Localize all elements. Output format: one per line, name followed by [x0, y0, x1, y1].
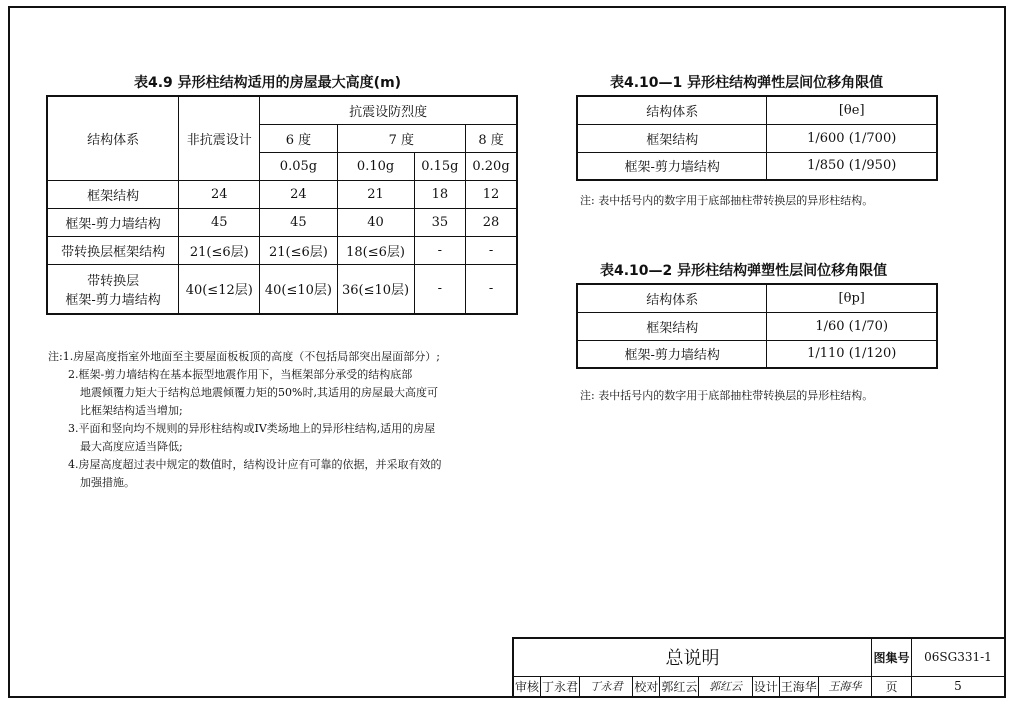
table-row [577, 340, 937, 368]
table-4-10-1 [576, 95, 938, 181]
note-line: 3.平面和竖向均不规则的异形柱结构或IV类场地上的异形柱结构,适用的房屋 [68, 422, 436, 435]
header-acc-1: 0.10g [337, 152, 414, 180]
header-structure-system: 结构体系 [577, 96, 767, 124]
note-table-4-10-2: 注: 表中括号内的数字用于底部抽柱带转换层的异形柱结构。 [580, 389, 874, 402]
header-acc-3: 0.20g [466, 152, 517, 180]
header-degree-6: 6 度 [260, 124, 337, 152]
cell: 18 [414, 180, 465, 208]
table-4-10-2-title: 表4.10—2 异形柱结构弹塑性层间位移角限值 [600, 263, 888, 279]
reviewer-signature: 丁永君 [580, 676, 633, 697]
table-row [577, 152, 937, 180]
table-4-9-title: 表4.9 异形柱结构适用的房屋最大高度(m) [134, 75, 402, 91]
table-4-9 [46, 95, 518, 315]
note-line: 2.框架-剪力墙结构在基本振型地震作用下，当框架部分承受的结构底部 [68, 368, 413, 381]
cell: 40(≤10层) [260, 264, 337, 314]
header-structure-system: 结构体系 [577, 284, 767, 312]
cell: 12 [466, 180, 517, 208]
row-label-line-1: 带转换层 [87, 273, 140, 289]
checker-signature: 郭红云 [699, 676, 752, 697]
designer-signature: 王海华 [818, 676, 871, 697]
note-line: 加强措施。 [80, 476, 135, 489]
header-seismic-intensity: 抗震设防烈度 [260, 96, 517, 124]
note-line: 4.房屋高度超过表中规定的数值时，结构设计应有可靠的依据，并采取有效的 [68, 458, 442, 471]
table-row [47, 208, 517, 236]
header-elastic-drift-limit: [θe] [767, 96, 937, 124]
cell: 1/850 (1/950) [767, 152, 937, 180]
row-label: 框架结构 [577, 124, 767, 152]
row-label: 框架-剪力墙结构 [577, 152, 767, 180]
row-label [47, 264, 179, 314]
designer-name: 王海华 [779, 676, 818, 697]
page-label: 页 [872, 676, 912, 697]
header-degree-8: 8 度 [466, 124, 517, 152]
cell: 21(≤6层) [179, 236, 260, 264]
row-label-line-2: 框架-剪力墙结构 [65, 292, 161, 308]
cell: 1/600 (1/700) [767, 124, 937, 152]
header-non-seismic: 非抗震设计 [179, 96, 260, 180]
header-degree-7: 7 度 [337, 124, 466, 152]
header-plastic-drift-limit: [θp] [767, 284, 937, 312]
cell: 40(≤12层) [179, 264, 260, 314]
header-acc-2: 0.15g [414, 152, 465, 180]
review-label: 审核 [513, 676, 541, 697]
table-row [47, 180, 517, 208]
row-label: 框架结构 [577, 312, 767, 340]
cell: 21(≤6层) [260, 236, 337, 264]
checker-name: 郭红云 [660, 676, 699, 697]
table-row [47, 264, 517, 314]
cell: 1/60 (1/70) [767, 312, 937, 340]
cell: - [414, 236, 465, 264]
title-block [512, 637, 1006, 698]
cell: 35 [414, 208, 465, 236]
row-label: 框架-剪力墙结构 [47, 208, 179, 236]
cell: 28 [466, 208, 517, 236]
atlas-number: 06SG331-1 [911, 638, 1005, 676]
cell: - [466, 236, 517, 264]
design-label: 设计 [752, 676, 779, 697]
cell: 21 [337, 180, 414, 208]
row-label: 框架结构 [47, 180, 179, 208]
table-4-10-2 [576, 283, 938, 369]
cell: 24 [260, 180, 337, 208]
header-acc-0: 0.05g [260, 152, 337, 180]
note-line: 注:1.房屋高度指室外地面至主要屋面板板顶的高度（不包括局部突出屋面部分）; [48, 350, 440, 363]
notes-table-4-9 [48, 348, 442, 492]
reviewer-name: 丁永君 [541, 676, 580, 697]
cell: 45 [179, 208, 260, 236]
cell: 36(≤10层) [337, 264, 414, 314]
drawing-title: 总说明 [513, 638, 872, 676]
note-line: 最大高度应适当降低; [80, 440, 183, 453]
header-structure-system: 结构体系 [47, 96, 179, 180]
cell: 18(≤6层) [337, 236, 414, 264]
note-line: 比框架结构适当增加; [80, 404, 183, 417]
cell: 24 [179, 180, 260, 208]
atlas-label: 图集号 [872, 638, 912, 676]
table-row [577, 124, 937, 152]
cell: - [466, 264, 517, 314]
note-line: 地震倾覆力矩大于结构总地震倾覆力矩的50%时,其适用的房屋最大高度可 [80, 386, 438, 399]
cell: 45 [260, 208, 337, 236]
cell: - [414, 264, 465, 314]
page-number: 5 [911, 676, 1005, 697]
row-label: 框架-剪力墙结构 [577, 340, 767, 368]
table-row [47, 236, 517, 264]
cell: 40 [337, 208, 414, 236]
row-label: 带转换层框架结构 [47, 236, 179, 264]
table-row [577, 312, 937, 340]
check-label: 校对 [633, 676, 660, 697]
cell: 1/110 (1/120) [767, 340, 937, 368]
table-4-10-1-title: 表4.10—1 异形柱结构弹性层间位移角限值 [610, 75, 884, 91]
note-table-4-10-1: 注: 表中括号内的数字用于底部抽柱带转换层的异形柱结构。 [580, 194, 874, 207]
